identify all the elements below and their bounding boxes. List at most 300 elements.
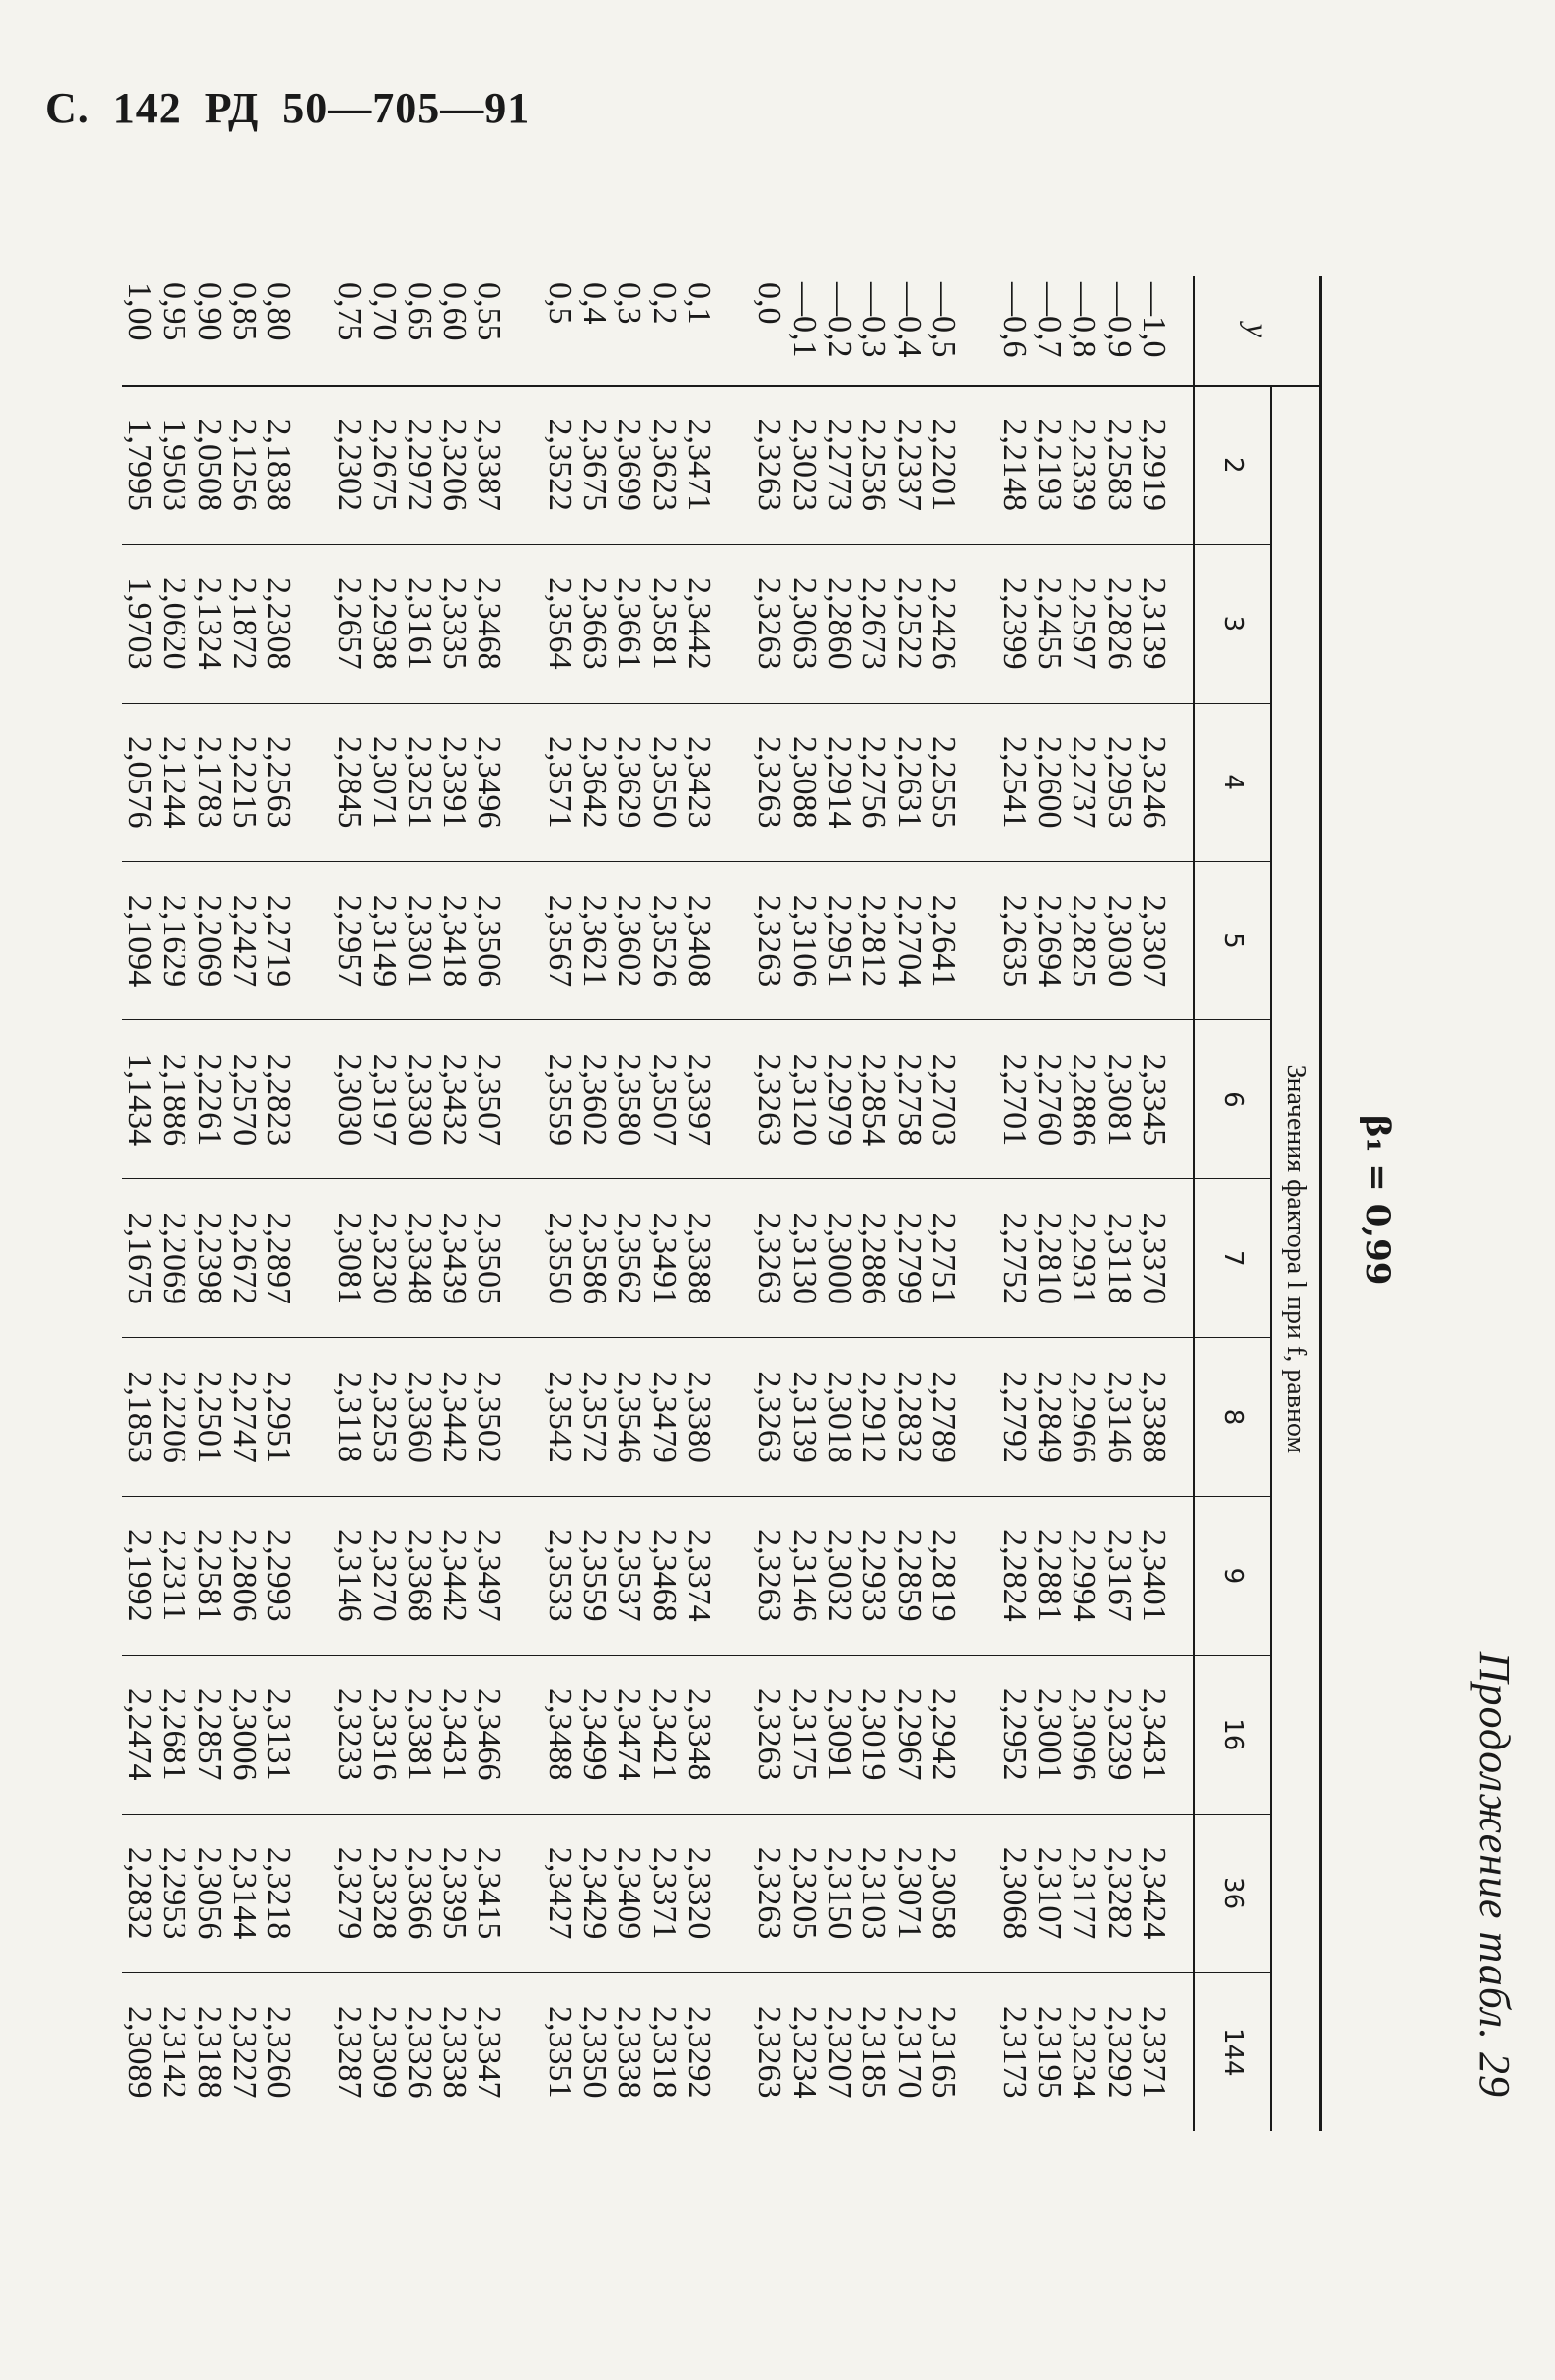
group-gap	[716, 276, 752, 2131]
table-value: 2,0508	[190, 418, 228, 511]
value-cell	[332, 544, 506, 703]
table-value: 2,3431	[435, 1688, 473, 1781]
table-value: 2,3227	[226, 2006, 263, 2099]
y-values-cell	[122, 276, 297, 386]
table-value: 2,3468	[471, 577, 508, 670]
table-value: 2,3391	[435, 735, 473, 829]
value-cell	[997, 1655, 1194, 1814]
table-value: 2,3089	[121, 2006, 159, 2099]
table-value: 2,3263	[751, 1846, 788, 1940]
table-value: 2,3350	[575, 2006, 613, 2099]
table-value: 2,3167	[1100, 1529, 1138, 1622]
rotated-table-area	[99, 227, 1519, 2121]
table-value: 2,2747	[226, 1371, 263, 1463]
value-cell	[997, 1496, 1194, 1655]
table-value: 2,3063	[785, 577, 823, 670]
f-header: 7	[1194, 1179, 1271, 1338]
table-value: 2,3360	[401, 1371, 438, 1463]
table-value: 2,3661	[611, 577, 648, 670]
value-cell	[122, 1338, 297, 1497]
table-value: 2,3260	[260, 2006, 298, 2099]
table-value: 2,3205	[785, 1846, 823, 1940]
table-value: 2,2859	[890, 1529, 927, 1622]
table-value: 2,3335	[435, 577, 473, 670]
table-value: 2,2339	[1066, 418, 1103, 511]
value-cell	[122, 1496, 297, 1655]
table-value: 1,7995	[121, 418, 159, 511]
table-value: 2,3144	[226, 1846, 263, 1940]
value-cell	[332, 861, 506, 1020]
value-cell	[122, 1655, 297, 1814]
table-value: 2,2953	[1100, 735, 1138, 829]
table-value: 2,2826	[1100, 577, 1138, 670]
table-value: 2,3345	[1136, 1053, 1172, 1147]
table-value: 2,3161	[401, 577, 438, 670]
table-value: 2,3580	[611, 1053, 648, 1147]
table-value: 2,2737	[1066, 735, 1103, 829]
table-value: 2,3197	[366, 1053, 404, 1147]
table-value: 2,3388	[681, 1212, 718, 1304]
table-value: 2,1324	[190, 577, 228, 670]
value-cell	[997, 1338, 1194, 1497]
table-value: 2,3107	[1030, 1846, 1068, 1940]
table-value: 2,3468	[645, 1529, 683, 1622]
table-value: 2,3348	[401, 1212, 438, 1304]
table-value: 2,3318	[645, 2006, 683, 2099]
table-value: 2,0620	[156, 577, 193, 670]
group-gap	[961, 276, 997, 2131]
table-value: 2,2860	[821, 577, 858, 670]
table-value: 2,3526	[645, 894, 683, 988]
y-value: 0,55	[471, 282, 508, 341]
beta-title: β₁ = 0,99	[1358, 1115, 1397, 1286]
table-value: 2,2631	[890, 735, 927, 829]
table-value: 2,3507	[471, 1053, 508, 1147]
table-value: 2,3381	[401, 1688, 438, 1781]
table-value: 2,3418	[435, 894, 473, 988]
table-value: 2,3439	[435, 1212, 473, 1304]
table-value: 2,3282	[1100, 1846, 1138, 1940]
table-value: 2,3206	[435, 418, 473, 511]
table-value: 2,3409	[611, 1846, 648, 1940]
table-value: 2,2953	[156, 1846, 193, 1940]
table-value: 2,2966	[1066, 1371, 1103, 1463]
table-value: 2,3368	[401, 1529, 438, 1622]
table-value: 2,2914	[821, 735, 858, 829]
y-value: 0,75	[331, 282, 368, 341]
y-value: —0,6	[996, 282, 1033, 358]
y-header: y	[1194, 276, 1321, 386]
table-value: 2,2522	[890, 577, 927, 670]
table-value: 2,2563	[260, 735, 298, 829]
table-value: 2,2302	[331, 418, 368, 511]
table-value: 2,2752	[996, 1212, 1033, 1304]
y-values-cell	[752, 276, 961, 386]
table-value: 2,2993	[260, 1529, 298, 1622]
table-value: 2,2570	[226, 1053, 263, 1147]
table-value: 2,2069	[190, 894, 228, 988]
table-value: 2,2824	[996, 1529, 1033, 1622]
table-value: 2,3602	[575, 1053, 613, 1147]
table-value: 2,2881	[1030, 1529, 1068, 1622]
table-value: 2,2810	[1030, 1212, 1068, 1304]
y-value: 0,0	[751, 282, 788, 325]
table-value: 2,3139	[1136, 577, 1172, 670]
value-cell	[997, 703, 1194, 861]
f-header: 36	[1194, 1814, 1271, 1972]
table-value: 2,3292	[1100, 2006, 1138, 2099]
y-value: 0,60	[435, 282, 473, 341]
table-value: 2,2719	[260, 894, 298, 988]
table-value: 2,3542	[541, 1371, 578, 1463]
table-value: 2,2951	[821, 894, 858, 988]
table-value: 2,3118	[331, 1371, 368, 1463]
value-cell	[542, 1496, 716, 1655]
y-value: 0,5	[541, 282, 578, 325]
table-value: 2,3423	[681, 735, 718, 829]
value-cell	[542, 544, 716, 703]
value-cell	[122, 544, 297, 703]
table-value: 2,3088	[785, 735, 823, 829]
table-value: 2,2972	[401, 418, 438, 511]
table-value: 2,2806	[226, 1529, 263, 1622]
table-value: 2,2675	[366, 418, 404, 511]
table-row-group	[997, 276, 1194, 2131]
value-cell	[332, 1496, 506, 1655]
table-value: 2,3550	[541, 1212, 578, 1304]
table-value: 2,3146	[331, 1529, 368, 1622]
table-value: 2,3185	[855, 2006, 893, 2099]
table-value: 2,3058	[926, 1846, 963, 1940]
table-value: 2,3491	[645, 1212, 683, 1304]
y-value: 1,00	[121, 282, 159, 341]
table-value: 1,9503	[156, 418, 193, 511]
y-value: 0,4	[575, 282, 613, 325]
table-value: 2,2812	[855, 894, 893, 988]
table-value: 2,2541	[996, 735, 1033, 829]
table-value: 2,3146	[1100, 1371, 1138, 1463]
value-cell	[997, 1020, 1194, 1179]
table-row-group	[332, 276, 506, 2131]
table-value: 2,3234	[785, 2006, 823, 2099]
table-value: 2,3263	[751, 418, 788, 511]
table-value: 2,2912	[855, 1371, 893, 1463]
running-head: С. 142 РД 50—705—91	[45, 84, 531, 132]
y-value: —0,4	[890, 282, 927, 358]
table-value: 2,3499	[575, 1688, 613, 1781]
value-cell	[752, 1814, 961, 1972]
group-header: Значения фактора l при f, равном	[1271, 386, 1321, 2131]
table-value: 2,3230	[366, 1212, 404, 1304]
table-value: 2,2337	[890, 418, 927, 511]
y-value: —0,9	[1100, 282, 1138, 358]
table-value: 2,2819	[926, 1529, 963, 1622]
value-cell	[542, 1655, 716, 1814]
table-value: 2,3581	[645, 577, 683, 670]
y-value: —0,7	[1030, 282, 1068, 358]
table-value: 2,2756	[855, 735, 893, 829]
table-value: 2,3522	[541, 418, 578, 511]
table-value: 2,2426	[926, 577, 963, 670]
table-value: 2,2597	[1066, 577, 1103, 670]
table-value: 2,3139	[785, 1371, 823, 1463]
table-value: 2,2641	[926, 894, 963, 988]
table-value: 2,3263	[751, 735, 788, 829]
y-value: —0,2	[821, 282, 858, 358]
table-value: 2,2758	[890, 1053, 927, 1147]
table-value: 2,3348	[681, 1688, 718, 1781]
table-value: 2,3507	[645, 1053, 683, 1147]
value-cell	[542, 1020, 716, 1179]
table-value: 2,2635	[996, 894, 1033, 988]
table-value: 2,3081	[331, 1212, 368, 1304]
value-cell	[122, 1179, 297, 1338]
table-value: 2,1256	[226, 418, 263, 511]
table-value: 2,2148	[996, 418, 1033, 511]
table-value: 2,3380	[681, 1371, 718, 1463]
table-value: 2,3442	[435, 1371, 473, 1463]
table-value: 2,3533	[541, 1529, 578, 1622]
table-value: 2,3571	[541, 735, 578, 829]
table-value: 2,2583	[1100, 418, 1138, 511]
value-cell	[542, 1972, 716, 2131]
table-value: 2,3338	[435, 2006, 473, 2099]
table-row-group	[752, 276, 961, 2131]
table-value: 2,2455	[1030, 577, 1068, 670]
value-cell	[542, 703, 716, 861]
y-value: 0,1	[681, 282, 718, 325]
table-value: 2,2069	[156, 1212, 193, 1304]
table-value: 2,2792	[996, 1371, 1033, 1463]
table-value: 2,3546	[611, 1371, 648, 1463]
table-value: 2,3170	[890, 2006, 927, 2099]
table-value: 2,1675	[121, 1212, 159, 1304]
table-value: 2,3572	[575, 1371, 613, 1463]
table-value: 2,2789	[926, 1371, 963, 1463]
table-value: 2,3207	[821, 2006, 858, 2099]
value-cell	[542, 386, 716, 545]
table-value: 2,2845	[331, 735, 368, 829]
table-value: 2,3466	[471, 1688, 508, 1781]
table-value: 2,3496	[471, 735, 508, 829]
table-value: 2,3130	[785, 1212, 823, 1304]
value-cell	[332, 1972, 506, 2131]
table-value: 2,3559	[575, 1529, 613, 1622]
table-value: 2,3326	[401, 2006, 438, 2099]
table-value: 2,1838	[260, 418, 298, 511]
table-value: 2,1783	[190, 735, 228, 829]
table-value: 2,2957	[331, 894, 368, 988]
table-value: 2,2657	[331, 577, 368, 670]
value-cell	[997, 1814, 1194, 1972]
table-value: 2,2206	[156, 1371, 193, 1463]
table-value: 2,1853	[121, 1371, 159, 1463]
table-value: 2,2703	[926, 1053, 963, 1147]
table-value: 2,2967	[890, 1688, 927, 1781]
table-value: 2,3287	[331, 2006, 368, 2099]
table-value: 2,3251	[401, 735, 438, 829]
table-value: 2,3559	[541, 1053, 578, 1147]
table-value: 2,3263	[751, 894, 788, 988]
table-value: 2,3188	[190, 2006, 228, 2099]
table-value: 2,3309	[366, 2006, 404, 2099]
value-cell	[332, 1655, 506, 1814]
table-value: 2,2854	[855, 1053, 893, 1147]
table-value: 2,3370	[1136, 1212, 1172, 1304]
table-value: 2,2215	[226, 735, 263, 829]
table-value: 2,2751	[926, 1212, 963, 1304]
value-cell	[332, 1179, 506, 1338]
table-value: 2,2308	[260, 577, 298, 670]
table-value: 2,3395	[435, 1846, 473, 1940]
table-value: 2,3263	[751, 577, 788, 670]
y-value: —0,8	[1066, 282, 1103, 358]
table-value: 2,3023	[785, 418, 823, 511]
value-cell	[332, 703, 506, 861]
table-value: 2,3149	[366, 894, 404, 988]
table-body	[122, 276, 1194, 2131]
table-value: 2,3173	[996, 2006, 1033, 2099]
table-value: 2,3567	[541, 894, 578, 988]
table-value: 2,2600	[1030, 735, 1068, 829]
table-value: 2,1872	[226, 577, 263, 670]
table-value: 2,3103	[855, 1846, 893, 1940]
table-value: 2,2694	[1030, 894, 1068, 988]
table-value: 2,3263	[751, 1371, 788, 1463]
y-value: —0,5	[926, 282, 963, 358]
table-value: 2,2193	[1030, 418, 1068, 511]
table-value: 2,3642	[575, 735, 613, 829]
table-value: 2,2832	[121, 1846, 159, 1940]
f-header: 16	[1194, 1655, 1271, 1814]
table-value: 2,2849	[1030, 1371, 1068, 1463]
table-value: 2,1094	[121, 894, 159, 988]
table-value: 2,3056	[190, 1846, 228, 1940]
table-value: 2,3239	[1100, 1688, 1138, 1781]
value-cell	[752, 1496, 961, 1655]
table-value: 2,1886	[156, 1053, 193, 1147]
table-value: 2,3218	[260, 1846, 298, 1940]
data-table	[122, 276, 1322, 2131]
table-value: 2,2672	[226, 1212, 263, 1304]
table-value: 2,3506	[471, 894, 508, 988]
table-value: 2,3699	[611, 418, 648, 511]
value-cell	[752, 703, 961, 861]
table-value: 2,2773	[821, 418, 858, 511]
table-value: 2,3586	[575, 1212, 613, 1304]
value-cell	[122, 703, 297, 861]
table-value: 2,3030	[331, 1053, 368, 1147]
value-cell	[752, 1338, 961, 1497]
y-value: 0,70	[366, 282, 404, 341]
table-value: 2,2474	[121, 1688, 159, 1781]
table-value: 2,3505	[471, 1212, 508, 1304]
table-value: 2,3432	[435, 1053, 473, 1147]
y-values-cell	[997, 276, 1194, 386]
table-value: 2,2952	[996, 1688, 1033, 1781]
table-value: 2,3146	[785, 1529, 823, 1622]
table-value: 2,3071	[366, 735, 404, 829]
table-value: 2,3165	[926, 2006, 963, 2099]
value-cell	[122, 1814, 297, 1972]
table-value: 2,3081	[1100, 1053, 1138, 1147]
y-value: —0,3	[855, 282, 893, 358]
table-value: 2,3502	[471, 1371, 508, 1463]
table-value: 2,3120	[785, 1053, 823, 1147]
table-value: 2,3263	[751, 1053, 788, 1147]
table-value: 2,3424	[1136, 1846, 1172, 1940]
table-value: 2,3497	[471, 1529, 508, 1622]
table-value: 2,3000	[821, 1212, 858, 1304]
table-value: 2,2673	[855, 577, 893, 670]
value-cell	[332, 1020, 506, 1179]
y-values-cell	[542, 276, 716, 386]
value-cell	[752, 1972, 961, 2131]
table-value: 2,2951	[260, 1371, 298, 1463]
table-value: 2,2938	[366, 577, 404, 670]
value-cell	[542, 1338, 716, 1497]
y-value: 0,65	[401, 282, 438, 341]
y-value: 0,85	[226, 282, 263, 341]
table-value: 2,2760	[1030, 1053, 1068, 1147]
table-value: 2,3177	[1066, 1846, 1103, 1940]
table-value: 2,3431	[1136, 1688, 1172, 1781]
table-value: 2,3429	[575, 1846, 613, 1940]
table-value: 2,1992	[121, 1529, 159, 1622]
table-value: 2,3279	[331, 1846, 368, 1940]
value-cell	[997, 861, 1194, 1020]
table-value: 2,3623	[645, 418, 683, 511]
table-value: 2,3366	[401, 1846, 438, 1940]
table-value: 2,3032	[821, 1529, 858, 1622]
table-value: 2,3233	[331, 1688, 368, 1781]
table-value: 2,3071	[890, 1846, 927, 1940]
table-value: 1,9703	[121, 577, 159, 670]
value-cell	[997, 386, 1194, 545]
table-value: 2,3001	[1030, 1688, 1068, 1781]
table-value: 2,3320	[681, 1846, 718, 1940]
table-value: 2,2555	[926, 735, 963, 829]
table-value: 2,3019	[855, 1688, 893, 1781]
table-value: 2,2311	[156, 1529, 193, 1622]
table-value: 2,2704	[890, 894, 927, 988]
y-value: —1,0	[1136, 282, 1172, 358]
value-cell	[122, 386, 297, 545]
table-value: 2,3564	[541, 577, 578, 670]
value-cell	[122, 861, 297, 1020]
y-value: —0,1	[785, 282, 823, 358]
table-value: 2,3175	[785, 1688, 823, 1781]
table-value: 2,3307	[1136, 894, 1172, 988]
y-value: 0,3	[611, 282, 648, 325]
value-cell	[997, 544, 1194, 703]
table-value: 2,2994	[1066, 1529, 1103, 1622]
table-value: 2,3301	[401, 894, 438, 988]
table-row-group	[122, 276, 297, 2131]
y-value: 0,80	[260, 282, 298, 341]
table-value: 1,1434	[121, 1053, 159, 1147]
table-value: 2,3488	[541, 1688, 578, 1781]
table-value: 2,3328	[366, 1846, 404, 1940]
table-value: 2,3663	[575, 577, 613, 670]
table-value: 2,3474	[611, 1688, 648, 1781]
table-value: 2,3253	[366, 1371, 404, 1463]
table-value: 2,3408	[681, 894, 718, 988]
table-value: 2,3096	[1066, 1688, 1103, 1781]
group-gap	[506, 276, 542, 2131]
value-cell	[752, 1655, 961, 1814]
table-value: 2,2931	[1066, 1212, 1103, 1304]
